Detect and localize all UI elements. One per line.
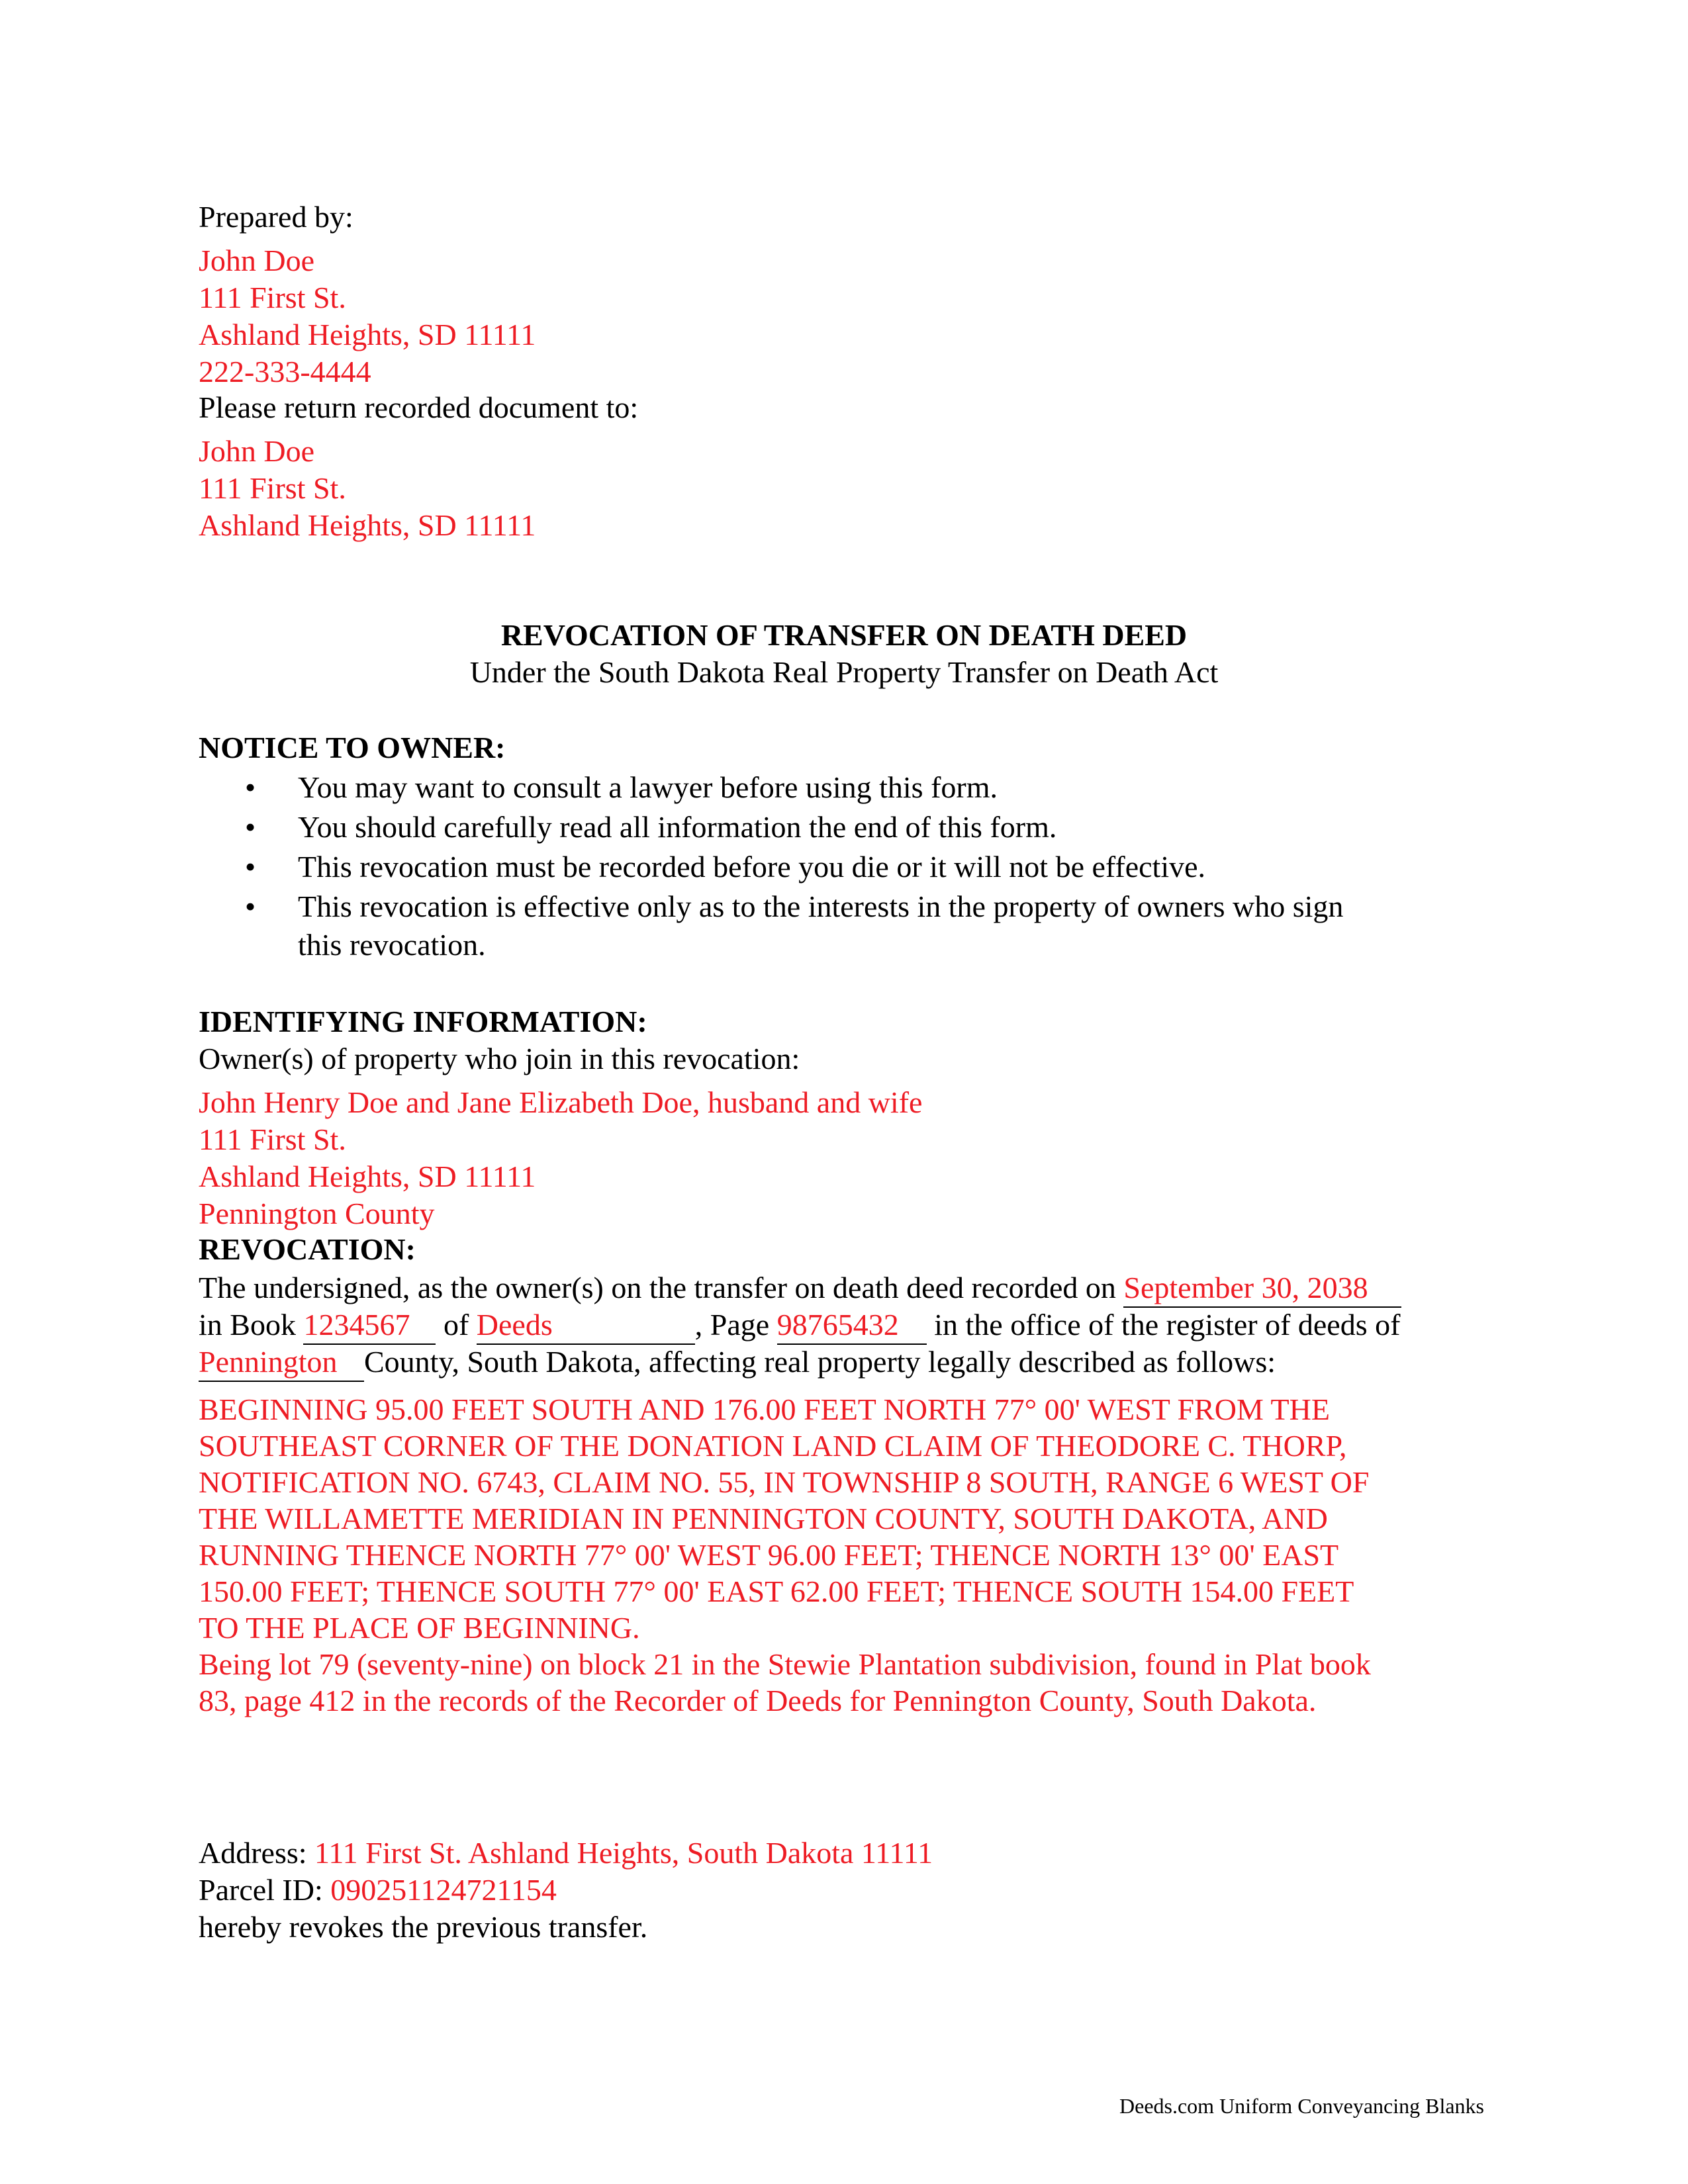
parcel-label: Parcel ID: <box>199 1873 331 1907</box>
revocation-text: of <box>436 1308 477 1342</box>
revocation-text: The undersigned, as the owner(s) on the transfer on death deed recorded on <box>199 1271 1124 1304</box>
prepared-by-city: Ashland Heights, SD 11111 <box>199 318 536 351</box>
footer-text: Deeds.com Uniform Conveyancing Blanks <box>1119 2094 1484 2118</box>
legal-description-line: NOTIFICATION NO. 6743, CLAIM NO. 55, IN TOWNSHIP 8 SOUTH, RANGE 6 WEST OF <box>199 1465 1370 1499</box>
legal-description-line: Being lot 79 (seventy-nine) on block 21 in the Stewie Plantation subdivision, found in Plat book <box>199 1647 1371 1681</box>
notice-bullet: You may want to consult a lawyer before using this form. <box>298 770 998 804</box>
book-number-field: 1234567 <box>303 1306 436 1345</box>
notice-bullet: This revocation must be recorded before you die or it will not be effective. <box>298 850 1206 884</box>
document-title: REVOCATION OF TRANSFER ON DEATH DEED <box>500 618 1188 652</box>
prepared-by-name: John Doe <box>199 244 315 277</box>
legal-description-line: THE WILLAMETTE MERIDIAN IN PENNINGTON COUNTY, SOUTH DAKOTA, AND <box>199 1502 1328 1535</box>
revocation-line-1 <box>199 1269 1401 1306</box>
prepared-by-label: Prepared by: <box>199 200 353 234</box>
legal-description-line: SOUTHEAST CORNER OF THE DONATION LAND CLAIM OF THEODORE C. THORP, <box>199 1429 1347 1463</box>
notice-bullet-continued: this revocation. <box>298 928 486 962</box>
legal-description-line: TO THE PLACE OF BEGINNING. <box>199 1611 640 1645</box>
recorded-date-field: September 30, 2038 <box>1123 1269 1401 1308</box>
address-label: Address: <box>199 1836 315 1870</box>
prepared-by-street: 111 First St. <box>199 281 346 314</box>
parcel-value: 090251124721154 <box>330 1873 557 1907</box>
bullet-icon: • <box>245 889 256 923</box>
return-to-label: Please return recorded document to: <box>199 390 639 424</box>
owners-label: Owner(s) of property who join in this revocation: <box>199 1042 800 1075</box>
bullet-icon: • <box>245 850 256 884</box>
owners-county: Pennington County <box>199 1197 435 1230</box>
notice-bullet: You should carefully read all information the end of this form. <box>298 810 1057 844</box>
book-type-field: Deeds <box>477 1306 695 1345</box>
property-parcel <box>199 1872 557 1909</box>
revocation-line-3 <box>199 1343 1276 1381</box>
notice-bullet: This revocation is effective only as to the interests in the property of owners who sign <box>298 889 1344 923</box>
legal-description-line: BEGINNING 95.00 FEET SOUTH AND 176.00 FEET NORTH 77° 00' WEST FROM THE <box>199 1392 1330 1426</box>
return-to-name: John Doe <box>199 434 315 468</box>
bullet-icon: • <box>245 770 256 804</box>
identifying-heading: IDENTIFYING INFORMATION: <box>199 1005 647 1038</box>
return-to-city: Ashland Heights, SD 11111 <box>199 508 536 542</box>
revocation-text: , Page <box>694 1308 777 1342</box>
prepared-by-phone: 222-333-4444 <box>199 355 371 388</box>
owners-street: 111 First St. <box>199 1122 346 1156</box>
notice-heading: NOTICE TO OWNER: <box>199 731 506 764</box>
page-number-field: 98765432 <box>777 1306 927 1345</box>
document-subtitle: Under the South Dakota Real Property Transfer on Death Act <box>469 655 1219 689</box>
closing-statement: hereby revokes the previous transfer. <box>199 1910 648 1944</box>
revocation-heading: REVOCATION: <box>199 1232 416 1266</box>
county-field: Pennington <box>199 1343 364 1382</box>
revocation-text: in Book <box>199 1308 304 1342</box>
legal-description-line: 83, page 412 in the records of the Recorder of Deeds for Pennington County, South Dakota. <box>199 1684 1317 1717</box>
address-value: 111 First St. Ashland Heights, South Dakota 11111 <box>314 1836 933 1870</box>
revocation-text: in the office of the register of deeds of <box>926 1308 1401 1342</box>
bullet-icon: • <box>245 810 256 844</box>
revocation-text: County, South Dakota, affecting real property legally described as follows: <box>364 1345 1276 1379</box>
return-to-street: 111 First St. <box>199 471 346 505</box>
revocation-line-2 <box>199 1306 1400 1343</box>
legal-description-line: 150.00 FEET; THENCE SOUTH 77° 00' EAST 62.00 FEET; THENCE SOUTH 154.00 FEET <box>199 1574 1354 1608</box>
legal-description-line: RUNNING THENCE NORTH 77° 00' WEST 96.00 FEET; THENCE NORTH 13° 00' EAST <box>199 1538 1339 1572</box>
owners-city: Ashland Heights, SD 11111 <box>199 1160 536 1193</box>
owners-names: John Henry Doe and Jane Elizabeth Doe, husband and wife <box>199 1085 923 1119</box>
property-address <box>199 1835 933 1872</box>
